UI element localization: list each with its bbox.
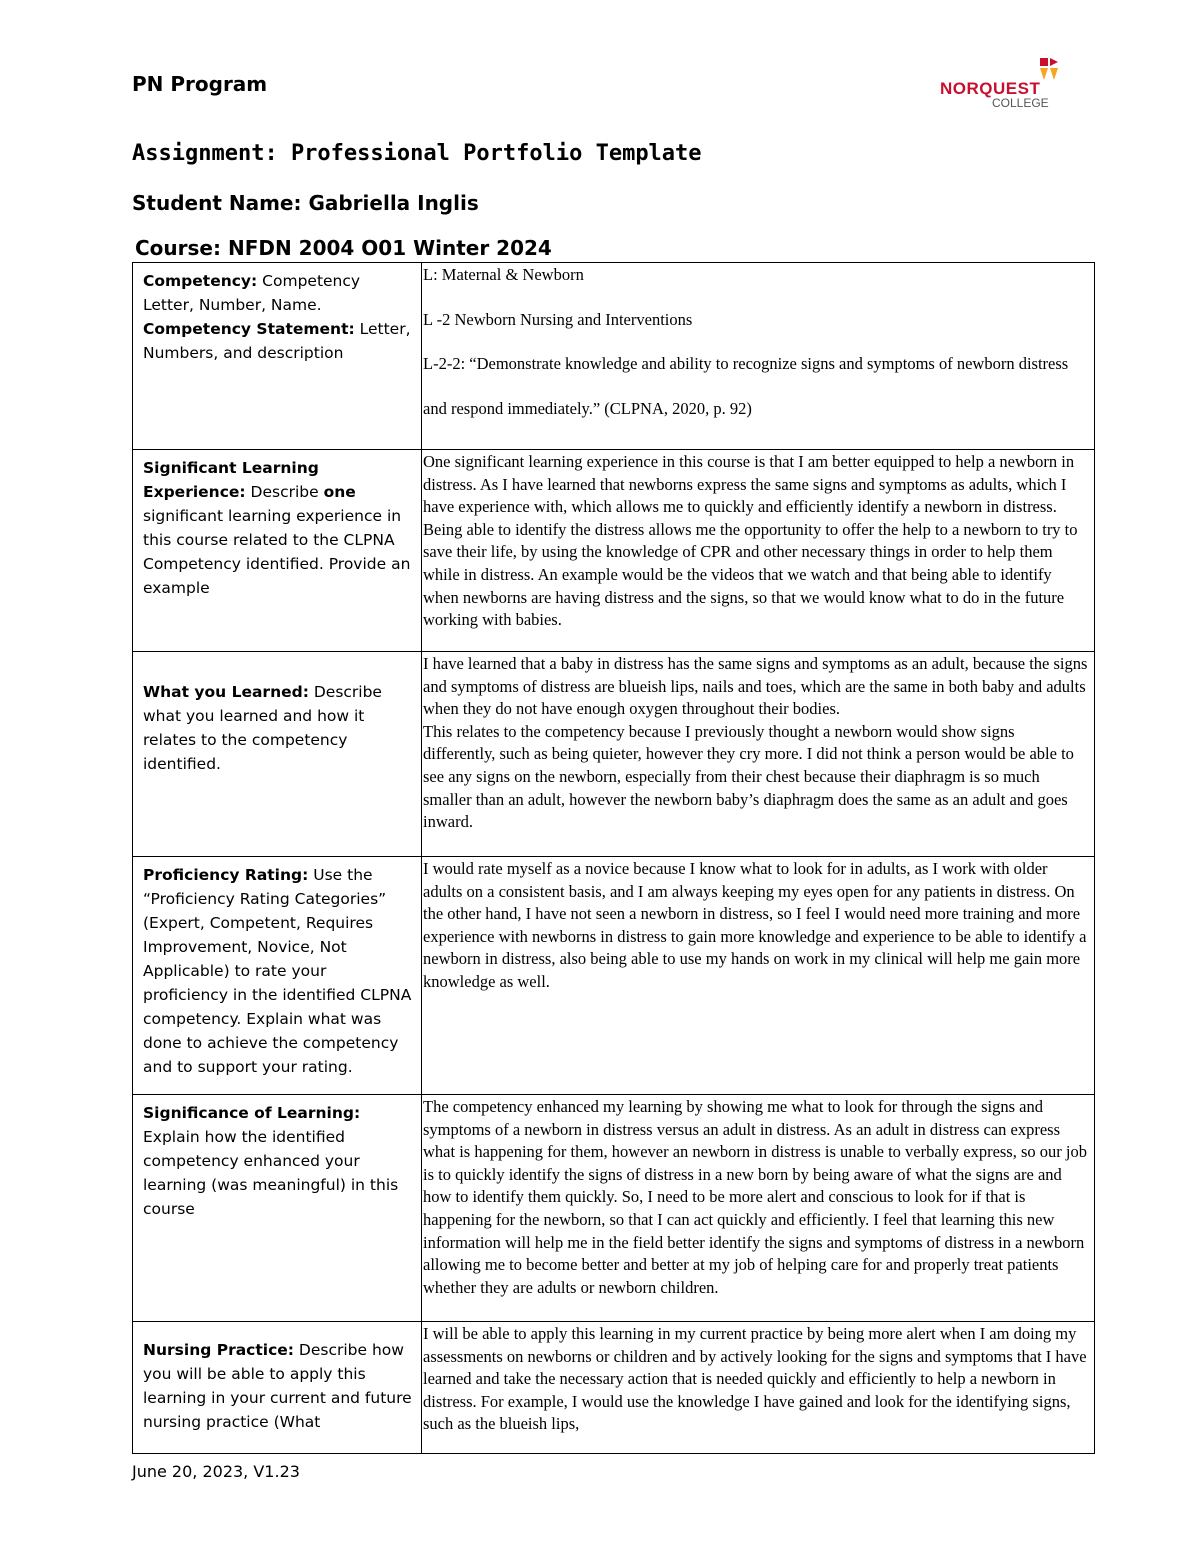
competency-label-title: Competency: xyxy=(143,272,258,290)
portfolio-table xyxy=(132,262,1095,1454)
competency-label-cell xyxy=(133,263,422,450)
significance-label-desc: Explain how the identified competency enhanced your learning (was meaningful) in this course xyxy=(143,1128,399,1218)
logo-name: NORQUEST xyxy=(940,79,1041,98)
significant-label-cell xyxy=(133,450,422,652)
significance-content: The competency enhanced my learning by showing me what to look for through the signs and symptoms of a newborn in distress versus an adult in distress. As an adult in distress can express what is happening for them, however an newborn in distress is unable to verbally express, so our job is to quickly identify the signs of distress in a new born by being aware of what the signs are and how to identify them quickly. So, I need to be more alert and conscious to look for if that is happening for the newborn, so that I can act quickly and efficiently. I feel that learning this new information will help me in the field better identify the signs and symptoms of distress in a newborn allowing me to become better and better at my job of helping care for and properly treat patients whether they are adults or newborn children. xyxy=(423,1097,1087,1297)
learned-content-cell xyxy=(422,652,1095,857)
proficiency-content-cell xyxy=(422,857,1095,1095)
competency-number: L -2 Newborn Nursing and Interventions xyxy=(423,309,693,329)
significant-label-desc-1: Describe xyxy=(245,483,324,501)
nursing-label-desc: Describe how you will be able to apply this learning in your current and future nursing practice (What xyxy=(143,1341,412,1431)
logo-subtitle: COLLEGE xyxy=(992,96,1049,110)
significance-label-title: Significance of Learning: xyxy=(143,1104,361,1122)
nursing-label-title: Nursing Practice: xyxy=(143,1341,294,1359)
significant-content: One significant learning experience in this course is that I am better equipped to help a newborn in distress. As I have learned that newborns express the same signs and symptoms as adults, which I have experience with, which allows me to quickly and efficiently identify a newborn in distress. Being able to identify the distress allows me the opportunity to offer the help to a newborn to try to save their life, by using the knowledge of CPR and other necessary things in order to help them while in distress. An example would be the videos that we watch and that being able to identify when newborns are having distress and the signs, so that we would know what to do in the future working with babies. xyxy=(423,452,1078,630)
proficiency-label-desc: Use the “Proficiency Rating Categories” (Expert, Competent, Requires Improvement, Novice, Not Applicable) to rate your proficiency in the identified CLPNA competency. Explain what was done to achieve the competency and to support your rating. xyxy=(143,866,412,1076)
competency-statement-label: Competency Statement: xyxy=(143,320,355,338)
learned-label-desc: Describe what you learned and how it relates to the competency identified. xyxy=(143,683,382,773)
learned-label-cell xyxy=(133,652,422,857)
student-name: Student Name: Gabriella Inglis xyxy=(132,191,479,215)
program-header: PN Program xyxy=(132,72,268,96)
significant-label-title: Significant Learning Experience: xyxy=(143,459,319,501)
significance-content-cell xyxy=(422,1095,1095,1322)
proficiency-label-title: Proficiency Rating: xyxy=(143,866,309,884)
norquest-logo xyxy=(940,56,1060,112)
competency-statement: L-2-2: “Demonstrate knowledge and ability to recognize signs and symptoms of newborn distress and respond immediately.” (CLPNA, 2020, p. 92) xyxy=(423,354,1069,419)
learned-content-1: I have learned that a baby in distress has the same signs and symptoms as an adult, because the signs and symptoms of distress are blueish lips, nails and toes, which are the same in both baby and adults when they do not have enough oxygen throughout their bodies. xyxy=(423,654,1088,719)
significant-label-emph: one xyxy=(323,483,356,501)
nursing-label-cell xyxy=(133,1322,422,1454)
logo-mark-icon xyxy=(1038,56,1060,84)
competency-content-cell xyxy=(422,263,1095,450)
course-name: Course: NFDN 2004 O01 Winter 2024 xyxy=(135,236,552,260)
nursing-content-cell xyxy=(422,1322,1095,1454)
assignment-title: Assignment: Professional Portfolio Template xyxy=(132,141,702,166)
significant-content-cell xyxy=(422,450,1095,652)
proficiency-content: I would rate myself as a novice because I know what to look for in adults, as I work with older adults on a consistent basis, and I am always keeping my eyes open for any patients in distress. On the other hand, I have not seen a newborn in distress, so I feel I would need more training and more experience with newborns in distress to gain more knowledge and experience to be able to identify a newborn in distress, also being able to use my hands on work in my clinical will help me gain more knowledge as well. xyxy=(423,859,1087,991)
competency-label-desc: Competency Letter, Number, Name. xyxy=(143,272,361,314)
competency-statement-desc: Letter, Numbers, and description xyxy=(143,320,411,362)
footer-version: June 20, 2023, V1.23 xyxy=(132,1462,300,1481)
proficiency-label-cell xyxy=(133,857,422,1095)
row-competency xyxy=(133,263,1095,450)
learned-content-2: This relates to the competency because I previously thought a newborn would show signs differently, such as being quieter, however they cry more. I did not think a person would be able to see any signs on the newborn, especially from their chest because their diaphragm is so much smaller than an adult, however the newborn baby’s diaphragm does the same as an adult and goes inward. xyxy=(423,721,1074,832)
row-what-learned xyxy=(133,652,1095,857)
significance-label-cell xyxy=(133,1095,422,1322)
row-nursing-practice xyxy=(133,1322,1095,1454)
competency-category: L: Maternal & Newborn xyxy=(423,265,584,284)
nursing-content: I will be able to apply this learning in my current practice by being more alert when I am doing my assessments on newborns or children and by actively looking for the signs and symptoms that I have learned and take the necessary action that is needed quickly and efficiently to help a newborn in distress. For example, I would use the knowledge I have gained and look for the identifying signs, such as the blueish lips, xyxy=(423,1324,1087,1434)
significant-label-desc-2: significant learning experience in this course related to the CLPNA Competency identified. Provide an example xyxy=(143,507,411,597)
row-significant-learning xyxy=(133,450,1095,652)
learned-label-title: What you Learned: xyxy=(143,683,309,701)
row-significance xyxy=(133,1095,1095,1322)
row-proficiency xyxy=(133,857,1095,1095)
